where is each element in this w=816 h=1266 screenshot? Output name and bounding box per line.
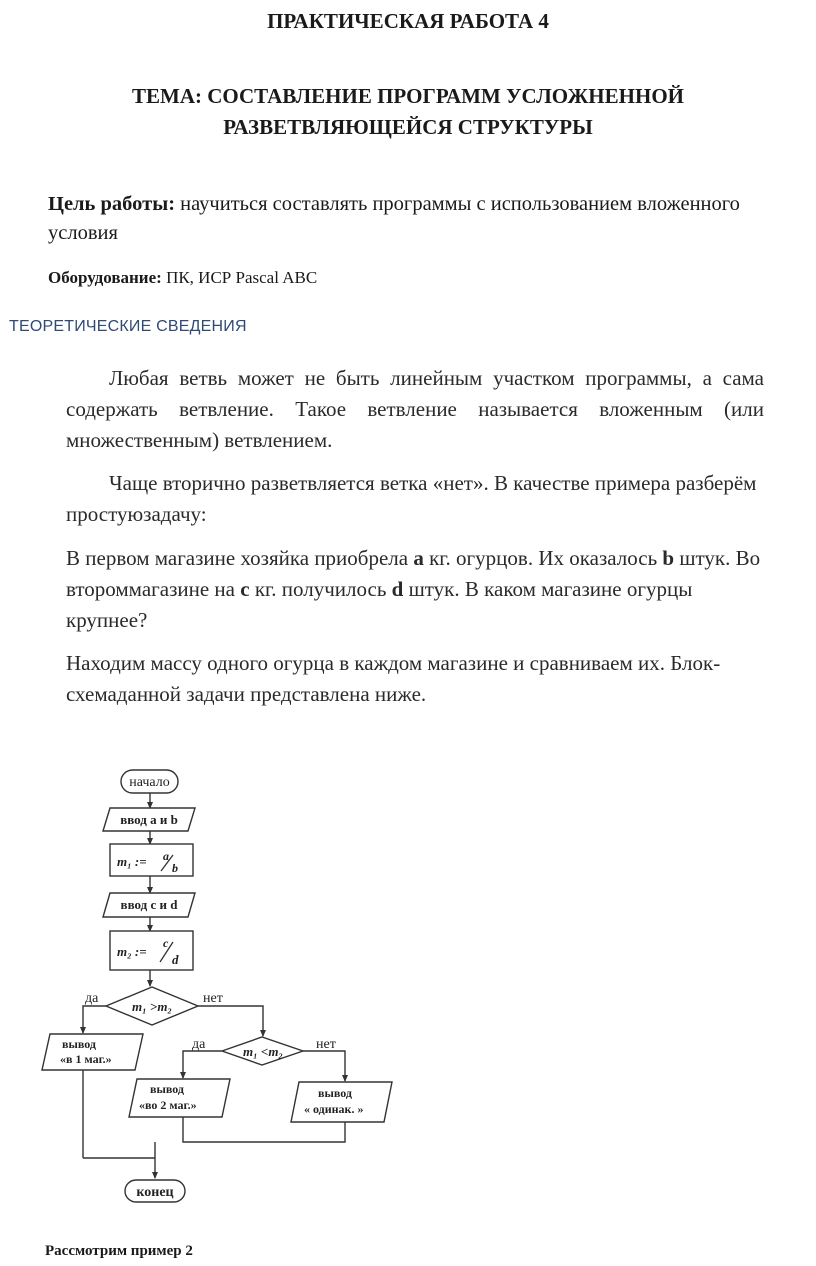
paragraph-1: Любая ветвь может не быть линейным участком программы, а сама содержать ветвление. Такое ветвление называется вложенным (или множественным) ветвлением. <box>66 366 764 452</box>
start-label: начало <box>129 775 170 790</box>
input-ab-label: ввод a и b <box>120 812 178 827</box>
paragraph-4: Находим массу одного огурца в каждом магазине и сравниваем их. Блок-схемаданной задачи представлена ниже. <box>66 651 721 706</box>
condition-1-yes: да <box>85 991 99 1006</box>
output-1-line-1: вывод <box>62 1037 96 1051</box>
equipment-text: ПК, ИСР Pascal ABC <box>161 268 318 287</box>
m1-numerator: a <box>163 849 169 863</box>
p3-text-2: кг. огурцов. Их оказалось <box>423 546 663 570</box>
p3-text-3: штук. Во второммагазине на <box>66 546 761 601</box>
m2-numerator: c <box>163 936 169 950</box>
condition-2-label: m₁ <m₂ <box>243 1044 283 1059</box>
topic-line-1: ТЕМА: СОСТАВЛЕНИЕ ПРОГРАММ УСЛОЖНЕННОЙ <box>132 84 684 108</box>
m2-lhs: m₂ := <box>117 944 147 959</box>
condition-2-yes: да <box>192 1037 206 1052</box>
p3-text-1: В первом магазине хозяйка приобрела <box>66 546 414 570</box>
m2-denominator: d <box>172 952 179 967</box>
goal-label: Цель работы: <box>48 193 176 215</box>
m1-denominator: b <box>172 861 178 875</box>
input-cd-label: ввод c и d <box>120 897 178 912</box>
var-d: d <box>391 577 404 601</box>
equipment-label: Оборудование: <box>48 268 162 287</box>
p3-text-5: штук. В каком магазине огурцы крупнее? <box>66 577 693 632</box>
section-heading: ТЕОРЕТИЧЕСКИЕ СВЕДЕНИЯ <box>9 318 247 335</box>
output-3-line-1: вывод <box>318 1086 352 1100</box>
footer-text: Рассмотрим пример 2 <box>45 1243 193 1259</box>
output-3-line-2: « одинак. » <box>304 1102 364 1116</box>
condition-1-no: нет <box>203 991 223 1006</box>
condition-1-label: m₁ >m₂ <box>132 999 172 1014</box>
var-b: b <box>662 546 675 570</box>
m1-lhs: m₁ := <box>117 854 147 869</box>
var-c: c <box>240 577 250 601</box>
page-title: ПРАКТИЧЕСКАЯ РАБОТА 4 <box>267 9 549 33</box>
end-label: конец <box>136 1185 174 1200</box>
paragraph-2: Чаще вторично разветвляется ветка «нет». В качестве примера разберём простуюзадачу: <box>66 471 757 526</box>
p3-text-4: кг. получилось <box>249 577 392 601</box>
output-2-line-1: вывод <box>150 1082 184 1096</box>
condition-2-no: нет <box>316 1037 336 1052</box>
output-1-line-2: «в 1 маг.» <box>60 1052 112 1066</box>
topic-line-2: РАЗВЕТВЛЯЮЩЕЙСЯ СТРУКТУРЫ <box>223 115 593 139</box>
var-a: a <box>413 546 424 570</box>
output-2-line-2: «во 2 маг.» <box>139 1098 197 1112</box>
goal-text: научиться составлять программы с использованием вложенного условия <box>48 193 740 244</box>
